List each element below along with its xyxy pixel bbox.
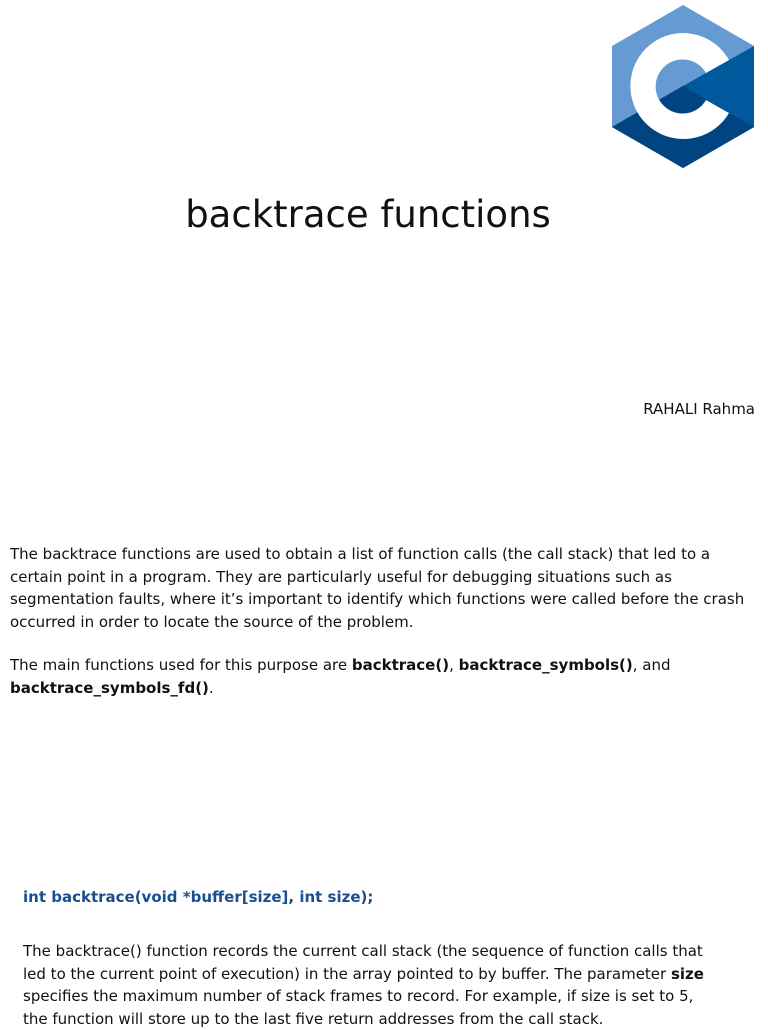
intro-section bbox=[10, 543, 766, 720]
intro-prefix: The main functions used for this purpose are bbox=[10, 656, 352, 674]
description-text: specifies the maximum number of stack frames to record. For example, if size is set to 5, the function will store up to the last five return addresses from the call stack. bbox=[23, 987, 694, 1028]
description-paragraph bbox=[23, 940, 713, 1030]
description-section bbox=[23, 940, 713, 1030]
function-name-backtrace-symbols-fd: backtrace_symbols_fd() bbox=[10, 678, 209, 697]
function-name-backtrace-symbols: backtrace_symbols() bbox=[458, 656, 633, 674]
function-signature: int backtrace(void *buffer[size], int size); bbox=[23, 888, 374, 906]
separator: , bbox=[449, 656, 459, 674]
author-name: RAHALI Rahma bbox=[643, 400, 755, 418]
intro-suffix: . bbox=[208, 678, 214, 697]
function-name-backtrace: backtrace() bbox=[351, 656, 450, 674]
separator: , and bbox=[632, 656, 671, 674]
intro-paragraph: The backtrace functions are used to obtain a list of function calls (the call stack) that led to a certain point in a program. They are particularly useful for debugging situations such as segmentation faults, where it’s important to identify which functions were called before the crash occurred in order to locate the source of the problem. bbox=[10, 545, 745, 631]
cpp-logo bbox=[608, 5, 758, 168]
cpp-c-logo-icon bbox=[608, 5, 758, 168]
description-text: The backtrace() function records the current call stack (the sequence of function calls that led to the current point of execution) in the array pointed to by buffer. The parameter bbox=[23, 942, 703, 983]
page-title: backtrace functions bbox=[185, 193, 551, 236]
param-name: size bbox=[670, 964, 704, 983]
main-functions-paragraph bbox=[10, 654, 766, 699]
